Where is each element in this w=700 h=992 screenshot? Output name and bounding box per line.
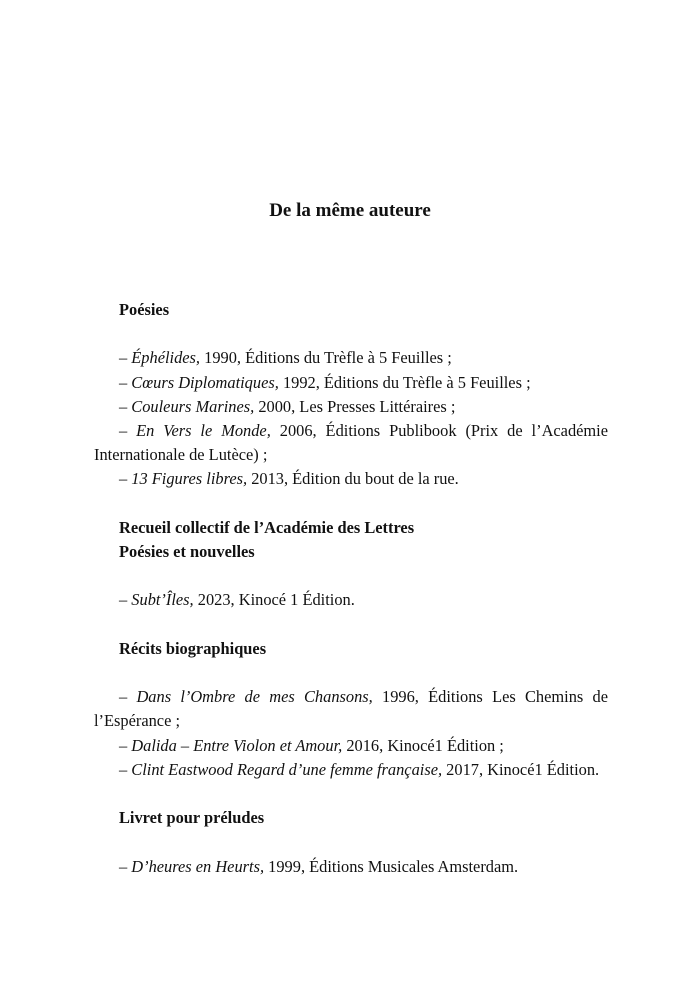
section-heading: Recueil collectif de l’Académie des Lettres	[119, 517, 415, 537]
list-item: – Dalida – Entre Violon et Amour, 2016, Kinocé1 Édition ;	[119, 735, 504, 755]
work-title: Clint Eastwood Regard d’une femme française,	[131, 759, 443, 779]
work-title: D’heures en Heurts,	[131, 856, 265, 876]
work-title: Dalida – Entre Violon et Amour,	[131, 735, 343, 755]
bibliography	[94, 298, 608, 879]
work-title: Éphélides,	[131, 348, 201, 368]
list-item: – En Vers le Monde, 2006, Éditions Publibook (Prix de l’Académie Internationale de Lutèce) ;	[94, 421, 609, 465]
section-recueil-collectif	[94, 516, 608, 613]
list-item: – Éphélides, 1990, Éditions du Trèfle à 5 Feuilles ;	[119, 348, 452, 368]
list-item: – 13 Figures libres, 2013, Édition du bout de la rue.	[119, 469, 459, 489]
work-title: 13 Figures libres,	[131, 469, 248, 489]
list-item: – Clint Eastwood Regard d’une femme française, 2017, Kinocé1 Édition.	[119, 759, 600, 779]
work-title: En Vers le Monde,	[136, 421, 271, 440]
work-title: Subt’Îles,	[131, 590, 194, 610]
section-poesies	[94, 298, 608, 492]
list-item: – D’heures en Heurts, 1999, Éditions Musicales Amsterdam.	[119, 856, 519, 876]
section-heading: Livret pour préludes	[119, 808, 265, 828]
page-title: De la même auteure	[269, 200, 431, 221]
section-heading: Récits biographiques	[119, 638, 267, 658]
section-recits-biographiques	[94, 637, 608, 782]
section-heading: Poésies	[119, 300, 170, 319]
list-item: – Cœurs Diplomatiques, 1992, Éditions du Trèfle à 5 Feuilles ;	[119, 372, 531, 392]
list-item: – Subt’Îles, 2023, Kinocé 1 Édition.	[119, 590, 355, 610]
work-title: Couleurs Marines,	[131, 396, 255, 416]
work-title: Dans l’Ombre de mes Chansons,	[136, 687, 373, 707]
list-item: – Dans l’Ombre de mes Chansons, 1996, Éditions Les Chemins de l’Espérance ;	[94, 687, 608, 731]
section-subheading: Poésies et nouvelles	[119, 542, 255, 561]
section-livret-preludes	[94, 806, 608, 879]
list-item: – Couleurs Marines, 2000, Les Presses Littéraires ;	[119, 396, 456, 416]
work-title: Cœurs Diplomatiques,	[131, 372, 279, 392]
